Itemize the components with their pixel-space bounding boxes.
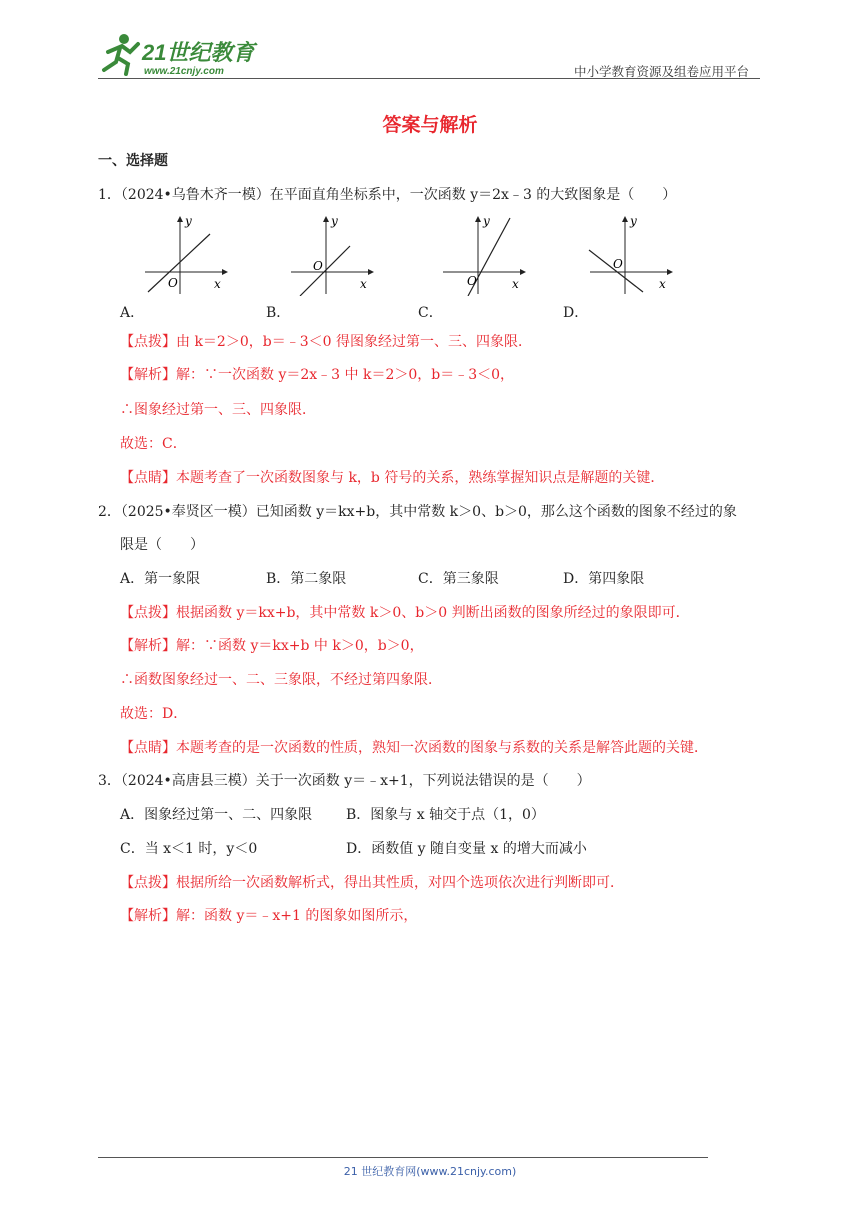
q2-stem-line1: 2．（2025•奉贤区一模）已知函数 y＝kx+b，其中常数 k＞0、b＞0，那么这个函数的图象不经过的象 <box>98 504 737 520</box>
graph-option-c <box>438 212 528 296</box>
graph-b-origin-label: O <box>313 259 323 273</box>
header-divider <box>98 78 760 79</box>
graph-a-x-label: x <box>214 277 221 291</box>
runner-icon <box>104 34 138 74</box>
graph-c-origin-label: O <box>467 274 477 288</box>
q2-answer: 故选：D． <box>120 706 188 722</box>
q2-option-d: D．第四象限 <box>563 571 645 587</box>
q1-stem: 1．（2024•乌鲁木齐一模）在平面直角坐标系中，一次函数 y＝2x﹣3 的大致图象是（ ） <box>98 187 677 203</box>
graph-c-x-label: x <box>512 277 519 291</box>
logo-url-text: www.21cnjy.com <box>144 66 224 77</box>
graph-b-y-label: y <box>331 214 338 228</box>
graph-d-origin-label: O <box>613 257 623 271</box>
q3-option-d: D．函数值 y 随自变量 x 的增大而减小 <box>346 841 587 857</box>
graph-c-y-label: y <box>483 214 490 228</box>
q2-option-c: C．第三象限 <box>418 571 499 587</box>
q1-option-c: C． <box>418 305 443 321</box>
q3-stem: 3．（2024•高唐县三模）关于一次函数 y＝﹣x+1，下列说法错误的是（ ） <box>98 773 591 789</box>
q1-analysis-2: ∴图象经过第一、三、四象限． <box>120 402 316 418</box>
q2-option-b: B．第二象限 <box>266 571 347 587</box>
q3-analysis: 【解析】解：函数 y＝﹣x+1 的图象如图所示， <box>120 908 418 924</box>
q1-analysis: 【解析】解：∵一次函数 y＝2x﹣3 中 k＝2＞0，b＝﹣3＜0， <box>120 367 515 383</box>
q1-option-d: D． <box>563 305 589 321</box>
q2-tip: 【点拨】根据函数 y＝kx+b，其中常数 k＞0、b＞0 判断出函数的图象所经过的象限即可． <box>120 605 690 621</box>
q2-summary: 【点睛】本题考查的是一次函数的性质，熟知一次函数的图象与系数的关系是解答此题的关键． <box>120 740 708 756</box>
section-heading: 一、选择题 <box>98 153 168 169</box>
q1-summary: 【点睛】本题考查了一次函数图象与 k，b 符号的关系，熟练掌握知识点是解题的关键． <box>120 470 665 486</box>
q3-tip: 【点拨】根据所给一次函数解析式，得出其性质，对四个选项依次进行判断即可． <box>120 875 624 891</box>
graph-d-y-label: y <box>630 214 637 228</box>
logo-main-text: 21世纪教育 <box>142 40 255 65</box>
site-logo <box>94 30 259 84</box>
graph-option-d <box>585 212 675 296</box>
header-right-text: 中小学教育资源及组卷应用平台 <box>574 64 750 79</box>
graph-option-b <box>286 212 376 296</box>
q1-tip: 【点拨】由 k＝2＞0，b＝﹣3＜0 得图象经过第一、三、四象限． <box>120 334 532 350</box>
graph-option-a <box>140 212 230 296</box>
q3-option-b: B．图象与 x 轴交于点（1，0） <box>346 807 545 823</box>
q3-option-a: A．图象经过第一、二、四象限 <box>120 807 313 823</box>
page-title: 答案与解析 <box>382 114 478 136</box>
q3-option-c: C．当 x＜1 时，y＜0 <box>120 841 258 857</box>
q2-analysis-2: ∴函数图象经过一、二、三象限，不经过第四象限． <box>120 672 442 688</box>
q1-option-a: A． <box>120 305 145 321</box>
footer-divider <box>98 1157 708 1158</box>
q1-answer: 故选：C． <box>120 436 187 452</box>
footer-link[interactable]: 21 世纪教育网(www.21cnjy.com) <box>343 1165 517 1178</box>
q2-option-a: A．第一象限 <box>120 571 201 587</box>
graph-a-y-label: y <box>185 214 192 228</box>
graph-a-origin-label: O <box>168 276 178 290</box>
q2-stem-line2: 限是（ ） <box>120 537 204 553</box>
q2-analysis: 【解析】解：∵函数 y＝kx+b 中 k＞0，b＞0， <box>120 638 424 654</box>
graph-b-x-label: x <box>360 277 367 291</box>
graph-d-x-label: x <box>659 277 666 291</box>
q1-option-b: B． <box>266 305 291 321</box>
